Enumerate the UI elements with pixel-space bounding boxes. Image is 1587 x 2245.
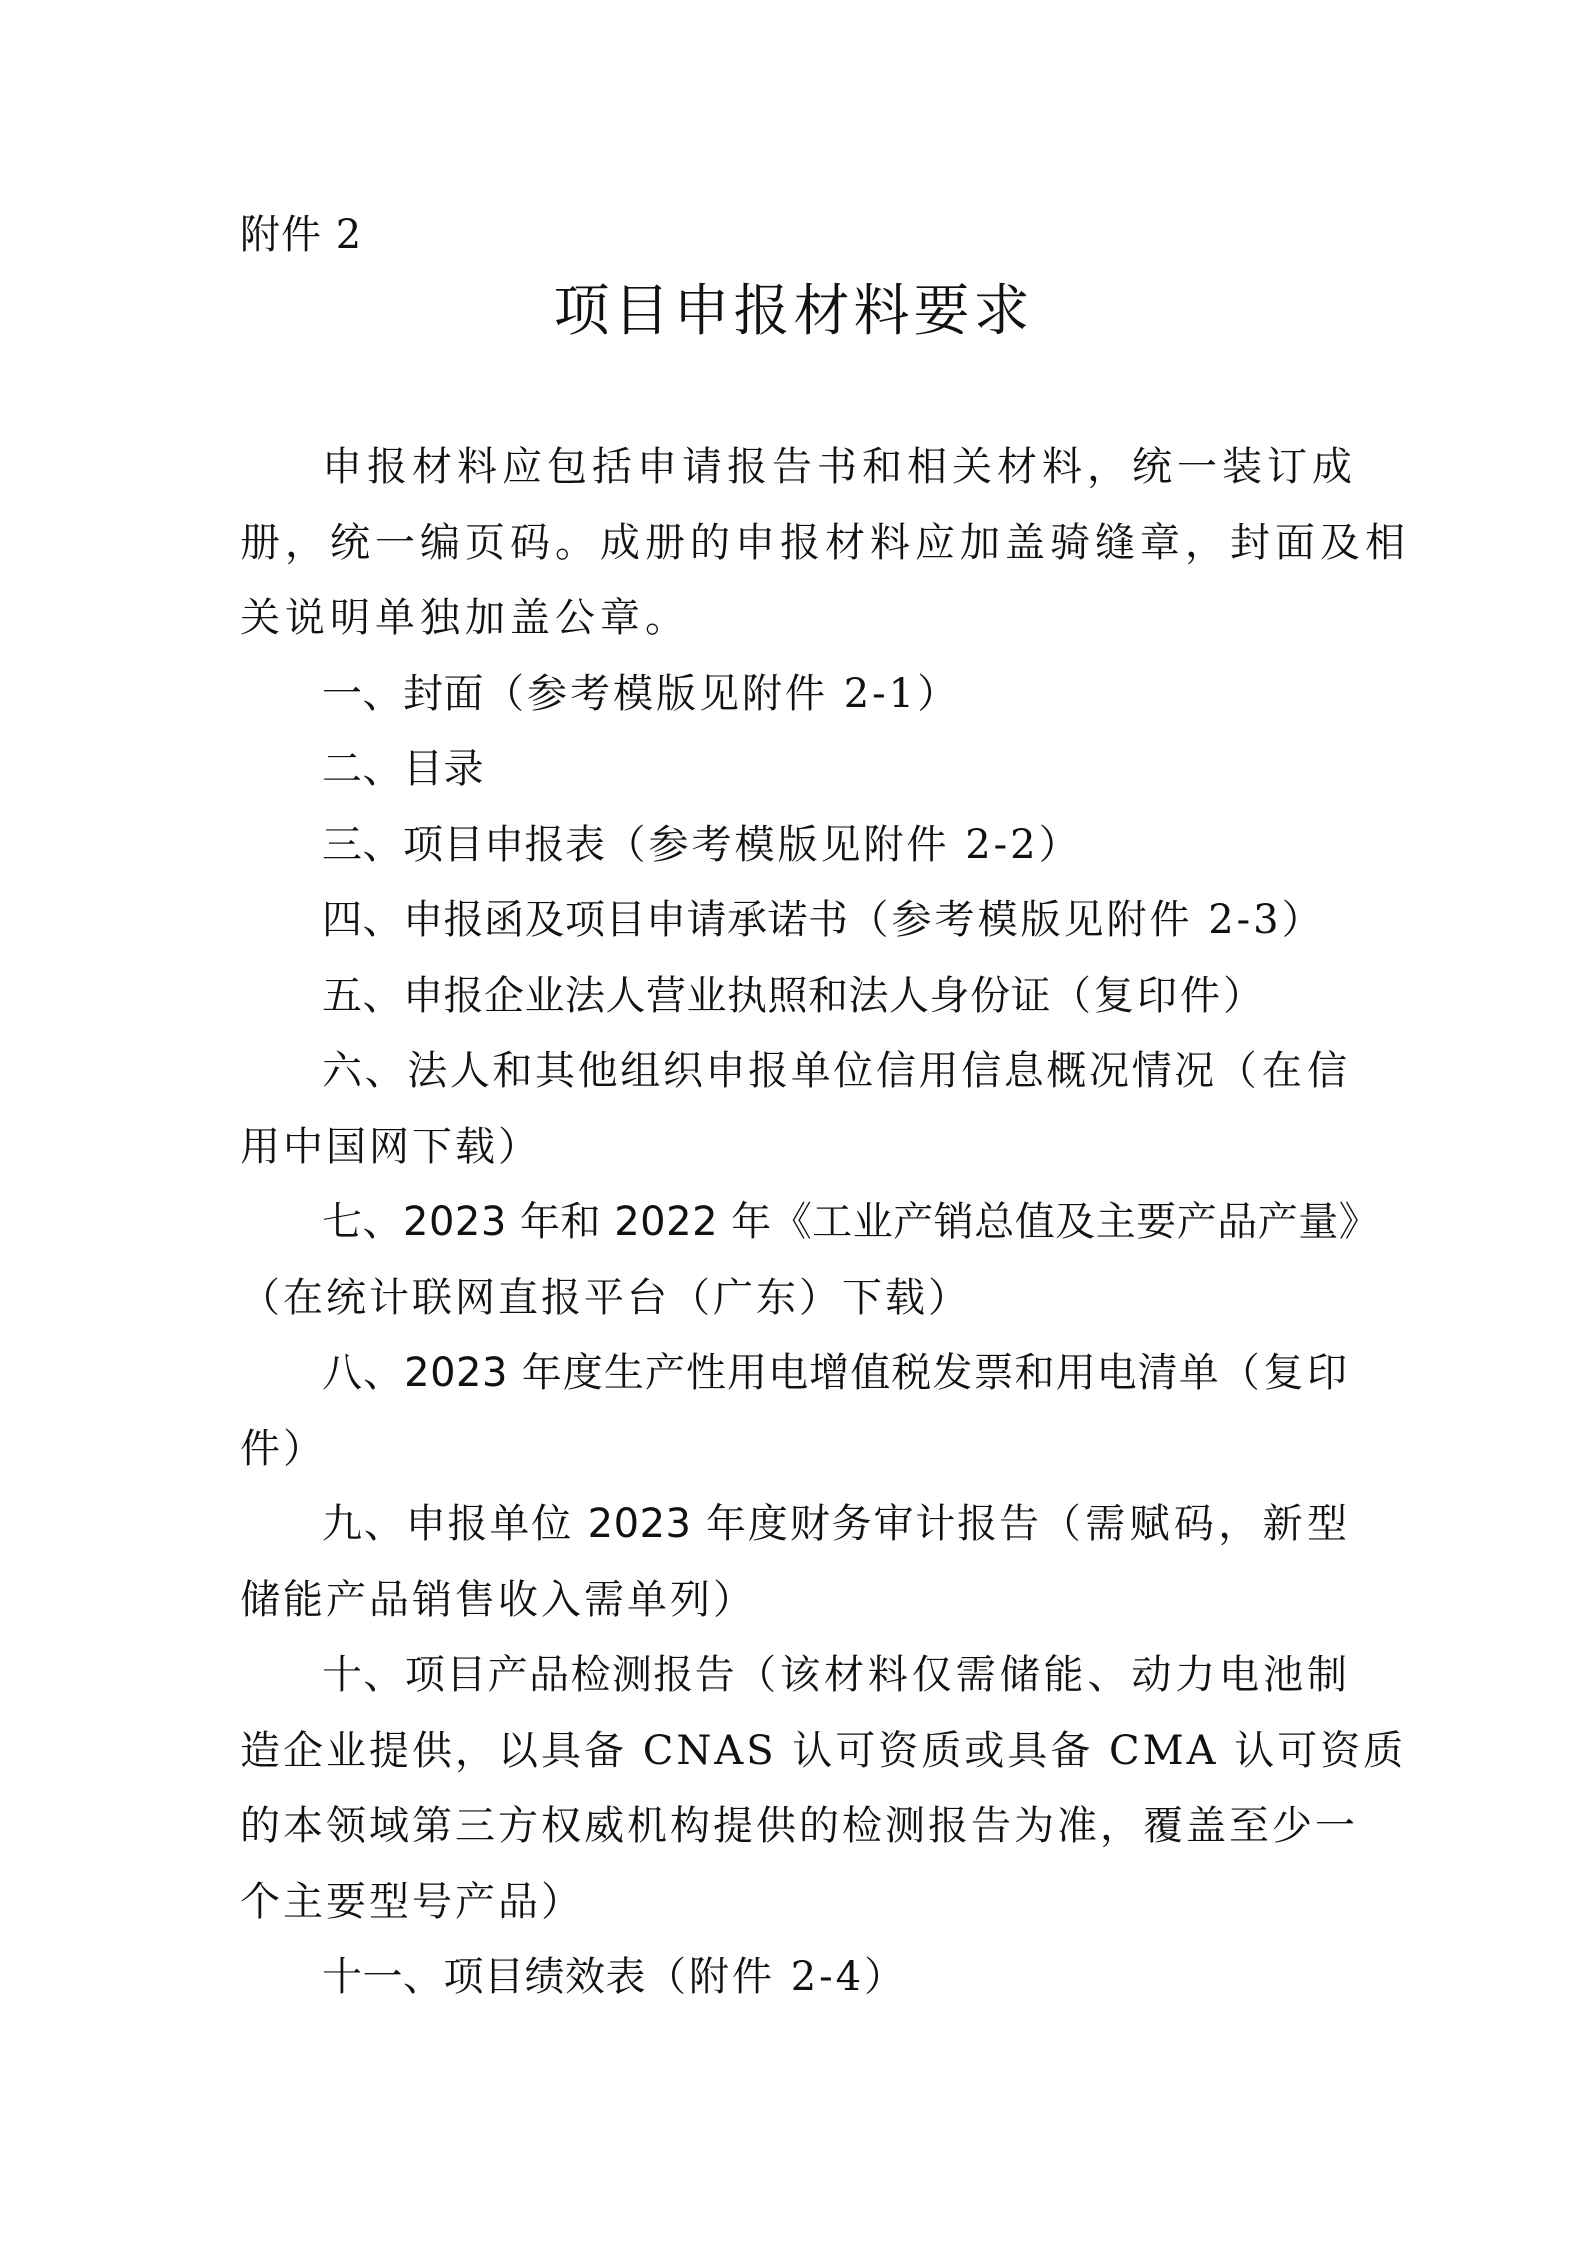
item-heading: 八、2023 年度生产性用电增值税发票和用电清单 bbox=[322, 1350, 1220, 1396]
list-item bbox=[240, 1034, 1350, 1110]
list-item bbox=[240, 883, 1350, 959]
list-item bbox=[240, 1638, 1350, 1714]
item-heading: 九、申报单位 2023 年度财务审计报告 bbox=[322, 1501, 1041, 1547]
list-item bbox=[240, 732, 1350, 808]
list-item bbox=[240, 1185, 1380, 1261]
item-note: （在信 bbox=[1216, 1048, 1351, 1094]
item-heading: 六、法人和其他组织申报单位信用信息概况情况 bbox=[322, 1048, 1217, 1094]
item-heading: 七、2023 年和 2022 年《工业产销总值及主要产品产量》 bbox=[322, 1199, 1380, 1245]
item-continuation: 件） bbox=[240, 1425, 326, 1472]
item-heading: 十一、项目绩效表 bbox=[322, 1954, 646, 2000]
item-continuation: 造企业提供，以具备 CNAS 认可资质或具备 CMA 认可资质 bbox=[240, 1727, 1407, 1774]
item-heading: 三、项目申报表 bbox=[322, 821, 606, 868]
list-item bbox=[240, 1336, 1350, 1412]
item-heading: 二、目录 bbox=[322, 746, 484, 792]
list-item bbox=[240, 808, 1350, 884]
page-title: 项目申报材料要求 bbox=[553, 279, 1034, 344]
item-note: （复印件） bbox=[1051, 972, 1266, 1019]
list-item bbox=[240, 1940, 1350, 2016]
item-note: （参考模版见附件 2-1） bbox=[484, 670, 961, 717]
item-note: （参考模版见附件 2-2） bbox=[605, 821, 1082, 868]
item-note: （该材料仅需储能、动力电池制 bbox=[736, 1652, 1351, 1698]
item-heading: 十、项目产品检测报告 bbox=[322, 1652, 737, 1698]
item-continuation: 个主要型号产品） bbox=[240, 1878, 584, 1925]
list-item bbox=[240, 657, 1350, 733]
attachment-label: 附件 2 bbox=[240, 212, 363, 258]
intro-line: 关说明单独加盖公章。 bbox=[240, 595, 690, 641]
item-heading: 一、封面 bbox=[322, 670, 484, 717]
item-heading: 四、申报函及项目申请承诺书 bbox=[322, 897, 849, 943]
list-item bbox=[240, 959, 1350, 1035]
item-note: （附件 2-4） bbox=[646, 1954, 908, 2000]
document-body bbox=[240, 430, 1410, 2016]
item-continuation: 储能产品销售收入需单列） bbox=[240, 1576, 756, 1623]
item-continuation: （在统计联网直报平台（广东）下载） bbox=[240, 1274, 971, 1321]
item-note: （参考模版见附件 2-3） bbox=[848, 897, 1325, 943]
item-continuation: 的本领域第三方权威机构提供的检测报告为准，覆盖至少一 bbox=[240, 1803, 1358, 1849]
item-note: （需赋码，新型 bbox=[1040, 1501, 1350, 1547]
item-heading: 五、申报企业法人营业执照和法人身份证 bbox=[322, 972, 1051, 1019]
list-item bbox=[240, 1487, 1350, 1563]
item-continuation: 用中国网下载） bbox=[240, 1123, 541, 1170]
intro-line: 申报材料应包括申请报告书和相关材料，统一装订成 bbox=[322, 444, 1357, 490]
item-note: （复印 bbox=[1219, 1350, 1351, 1396]
intro-line: 册，统一编页码。成册的申报材料应加盖骑缝章，封面及相 bbox=[240, 519, 1410, 566]
